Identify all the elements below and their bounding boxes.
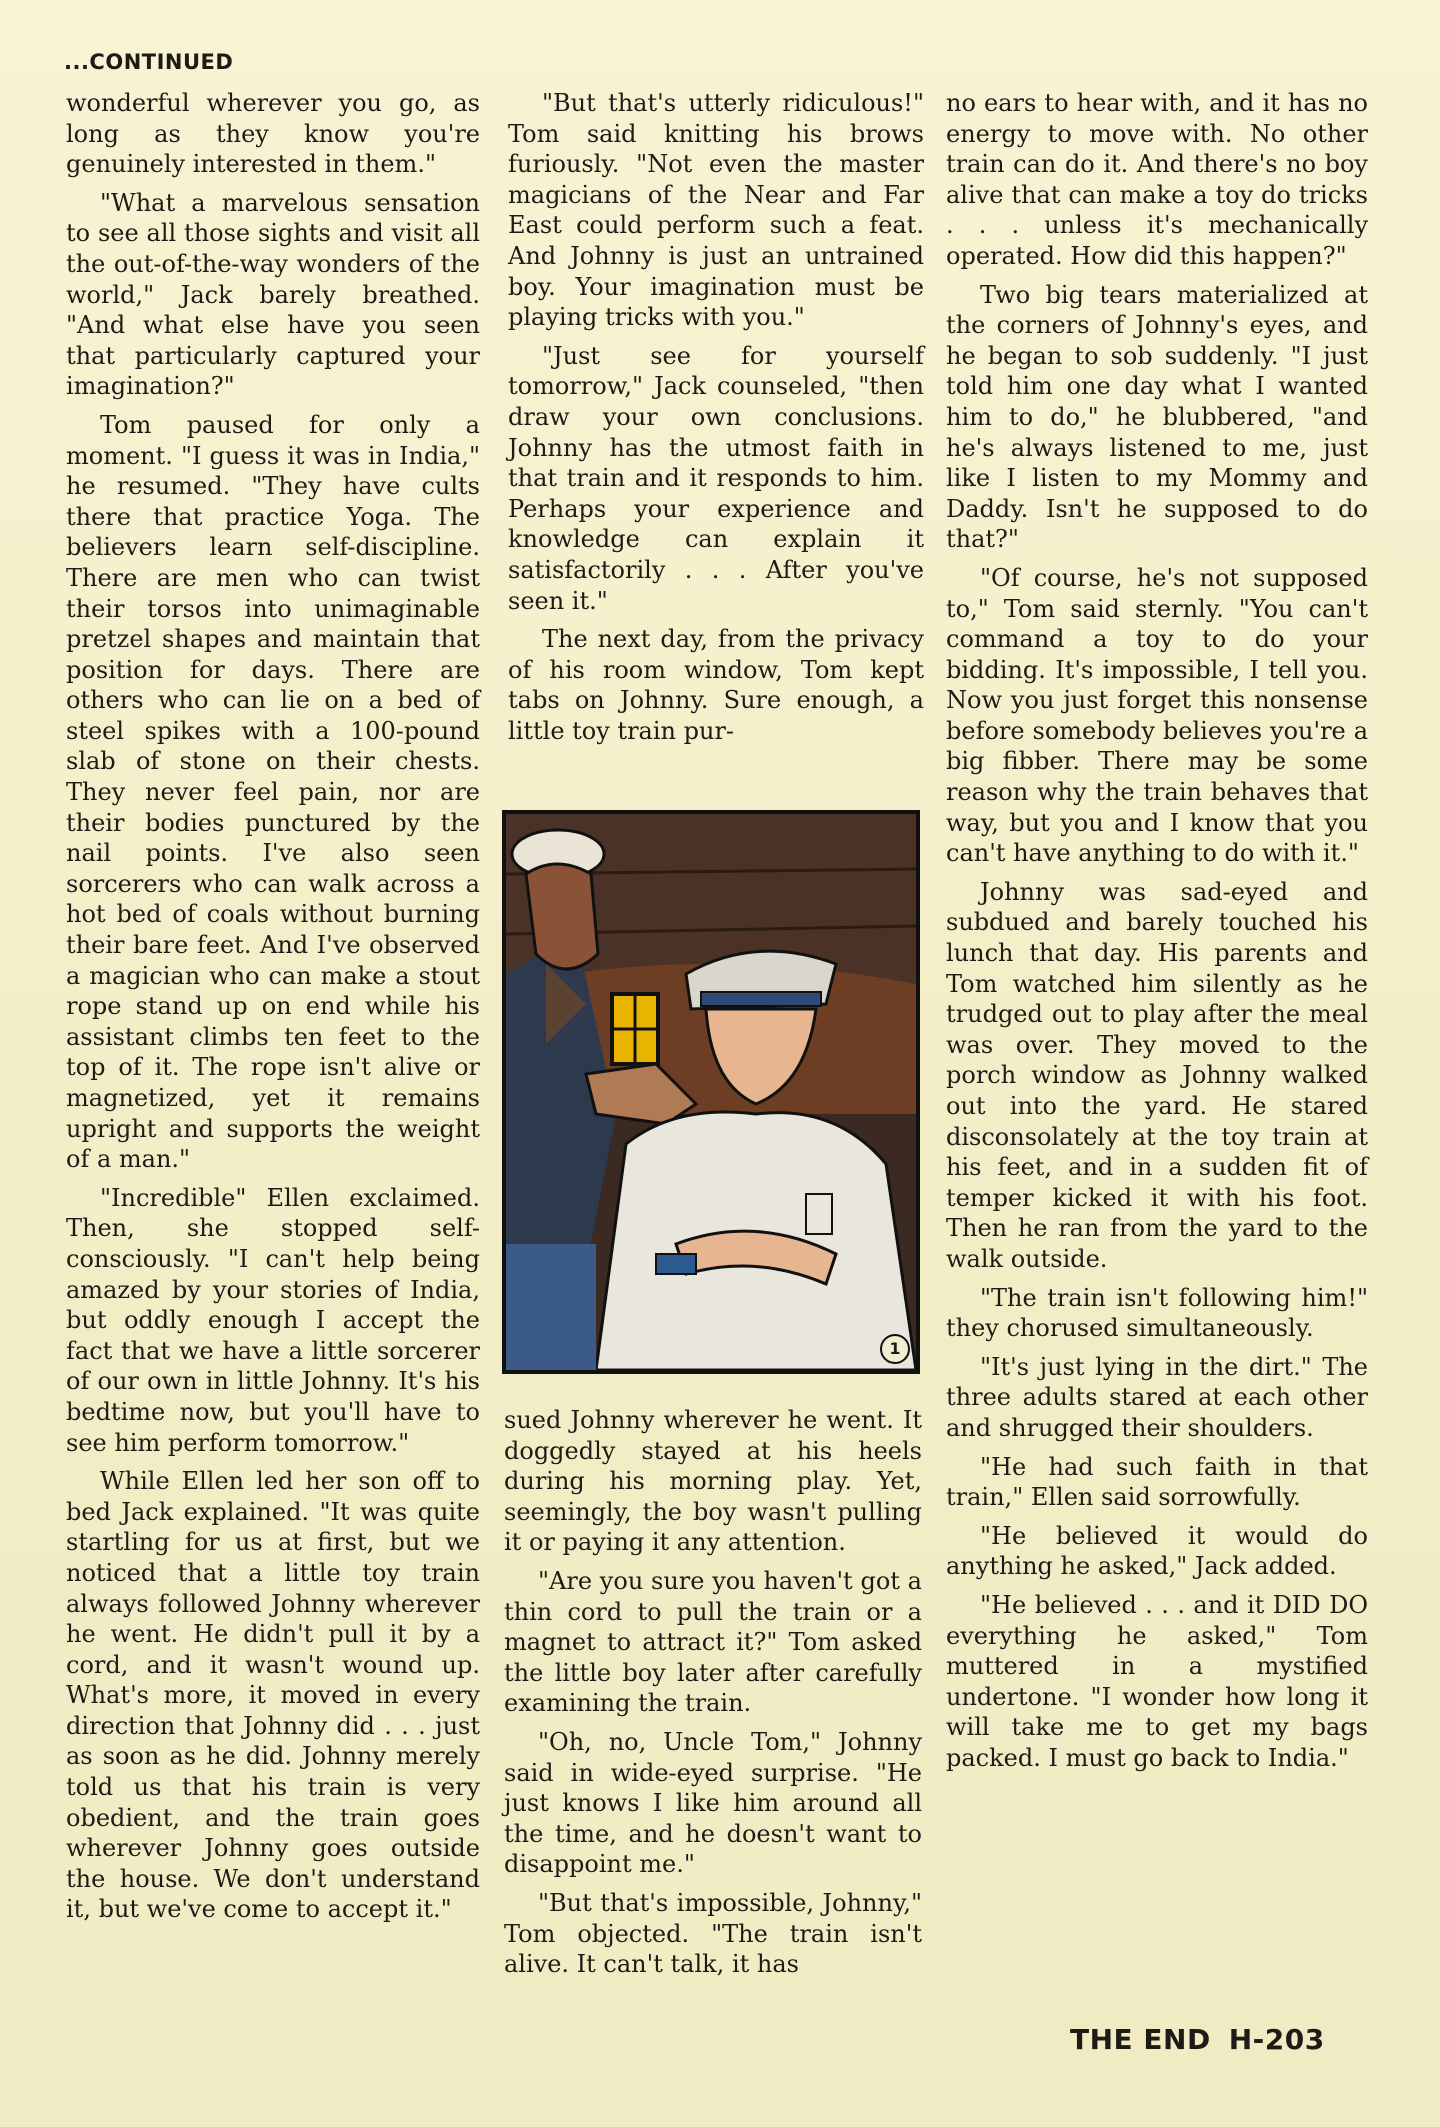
chair	[506, 1244, 596, 1370]
paragraph: "But that's impossible, Johnny," Tom objected. "The train isn't alive. It can't talk, it has	[504, 1888, 922, 1979]
the-end-label: THE END	[1070, 2023, 1211, 2056]
paragraph: "He had such faith in that train," Ellen said sorrowfully.	[946, 1452, 1368, 1512]
paragraph: "Of course, he's not supposed to," Tom said sternly. "You can't command a toy to do your bidding. It's impossible, I tell you. Now you just forget this nonsense before somebody believes you're a big fibber. There may be some reason why the train behaves that way, but you and I know that you can't have anything to do with it."	[946, 563, 1368, 868]
paragraph: no ears to hear with, and it has no energy to move with. No other train can do it. And there's no boy alive that can make a toy do tricks . . . unless it's mechanically operated. How did this happen?"	[946, 89, 1368, 270]
comic-illustration-panel	[502, 810, 920, 1374]
page-code: H-203	[1228, 2023, 1325, 2056]
paragraph: "What a marvelous sensation to see all those sights and visit all the out-of-the-way wonders of the world," Jack barely breathed. "And what else have you seen that particularly captured your imagination?"	[66, 188, 480, 401]
panel-number: 1	[880, 1334, 910, 1364]
text-column-3	[946, 88, 1368, 1781]
paragraph: "It's just lying in the dirt." The three adults stared at each other and shrugged their shoulders.	[946, 1352, 1368, 1442]
paragraph: The next day, from the privacy of his room window, Tom kept tabs on Johnny. Sure enough, a little toy train pur-	[508, 625, 924, 745]
paragraph: Johnny was sad-eyed and subdued and barely touched his lunch that day. His parents and Tom watched him silently as he trudged out to play after the meal was over. They moved to the porch window as Johnny walked out into the yard. He stared disconsolately at the toy train at his feet, and in a sudden fit of temper kicked it with his foot. Then he ran from the yard to the walk outside.	[946, 877, 1368, 1273]
paragraph: "Just see for yourself tomorrow," Jack counseled, "then draw your own conclusions. Johnny has the utmost faith in that train and it responds to him. Perhaps your experience and knowledge can explain it satisfactorily . . . After you've seen it."	[508, 341, 924, 615]
paragraph: wonderful wherever you go, as long as they know you're genuinely interested in them."	[66, 89, 480, 179]
paragraph: "Oh, no, Uncle Tom," Johnny said in wide-eyed surprise. "He just knows I like him around all the time, and he doesn't want to disappoint me."	[504, 1727, 922, 1879]
paragraph: "Are you sure you haven't got a thin cord to pull the train or a magnet to attract it?" Tom asked the little boy later after carefully examining the train.	[504, 1566, 922, 1718]
paragraph: Tom paused for only a moment. "I guess it was in India," he resumed. "They have cults there that practice Yoga. The believers learn self-discipline. There are men who can twist their torsos into unimaginable pretzel shapes and maintain that position for days. There are others who can lie on a bed of steel spikes with a 100-pound slab of stone on their chests. They never feel pain, nor are their bodies punctured by the nail points. I've also seen sorcerers who can walk across a hot bed of coals without burning their bare feet. And I've observed a magician who can make a stout rope stand up on end while his assistant climbs ten feet to the top of it. The rope isn't alive or magnetized, yet it remains upright and supports the weight of a man."	[66, 410, 480, 1174]
paragraph: "But that's utterly ridiculous!" Tom said knitting his brows furiously. "Not even the master magicians of the Near and Far East could perform such a feat. And Johnny is just an untrained boy. Your imagination must be playing tricks with you."	[508, 89, 924, 332]
text-column-1	[66, 88, 480, 1933]
text-column-2-bottom	[504, 1405, 922, 1988]
paragraph: "He believed . . . and it DID DO everything he asked," Tom muttered in a mystified undertone. "I wonder how long it will take me to get my bags packed. I must go back to India."	[946, 1590, 1368, 1772]
story-footer	[1070, 2023, 1325, 2056]
illustration-art	[506, 814, 916, 1370]
paragraph: "He believed it would do anything he asked," Jack added.	[946, 1521, 1368, 1581]
paragraph: "Incredible" Ellen exclaimed. Then, she stopped self-consciously. "I can't help being amazed by your stories of India, but oddly enough I accept the fact that we have a little sorcerer of our own in little Johnny. It's his bedtime now, but you'll have to see him perform tomorrow."	[66, 1183, 480, 1457]
paragraph: While Ellen led her son off to bed Jack explained. "It was quite startling for us at first, but we noticed that a little toy train always followed Johnny wherever he went. He didn't pull it by a cord, and it wasn't wound up. What's more, it moved in every direction that Johnny did . . . just as soon as he did. Johnny merely told us that his train is very obedient, and the train goes wherever Johnny goes outside the house. We don't understand it, but we've come to accept it."	[66, 1467, 480, 1924]
continued-label: ...CONTINUED	[64, 50, 234, 74]
text-column-2-top	[508, 88, 924, 754]
robed-figure-face	[526, 864, 598, 969]
paragraph: Two big tears materialized at the corners of Johnny's eyes, and he began to sob suddenly. "I just told him one day what I wanted him to do," he blubbered, "and he's always listened to me, just like I listen to my Mommy and Daddy. Isn't he supposed to do that?"	[946, 280, 1368, 554]
paragraph: sued Johnny wherever he went. It doggedly stayed at his heels during his morning play. Yet, seemingly, the boy wasn't pulling it or paying it any attention.	[504, 1406, 922, 1557]
paragraph: "The train isn't following him!" they chorused simultaneously.	[946, 1283, 1368, 1343]
